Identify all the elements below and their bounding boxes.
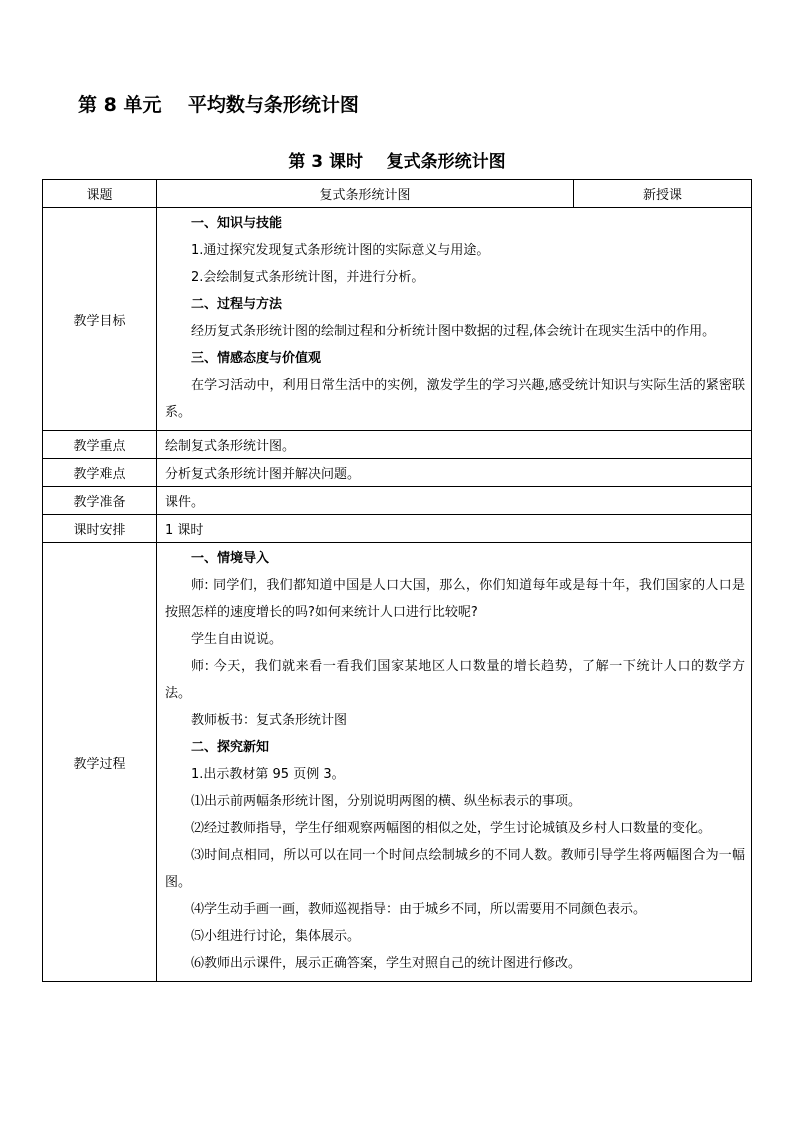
process-text: 教师板书：复式条形统计图 (191, 713, 348, 728)
process-content (157, 543, 752, 982)
difficulty-value: 分析复式条形统计图并解决问题。 (157, 459, 752, 487)
process-text: 师: 今天，我们就来看一看我们国家某地区人口数量的增长趋势，了解一下统计人口的数学方法。 (165, 659, 745, 701)
label-difficulty: 教学难点 (43, 459, 157, 487)
schedule-value: 1 课时 (157, 515, 752, 543)
label-process: 教学过程 (43, 543, 157, 982)
lesson-plan-table (42, 179, 752, 982)
goals-content (157, 208, 752, 431)
table-row-goals (43, 208, 752, 431)
unit-title: 第 8 单元 平均数与条形统计图 (78, 94, 359, 116)
table-row-schedule (43, 515, 752, 543)
key-point-value: 绘制复式条形统计图。 (157, 431, 752, 459)
table-row-preparation (43, 487, 752, 515)
goals-text: 1.通过探究发现复式条形统计图的实际意义与用途。 (191, 243, 490, 258)
process-text: ⑸小组进行讨论，集体展示。 (191, 929, 361, 944)
process-text: ⑵经过教师指导，学生仔细观察两幅图的相似之处，学生讨论城镇及乡村人口数量的变化。 (191, 821, 712, 836)
process-heading-2: 二、探究新知 (191, 740, 270, 755)
label-schedule: 课时安排 (43, 515, 157, 543)
process-text: 1.出示教材第 95 页例 3。 (191, 767, 345, 782)
process-text: ⑷学生动手画一画，教师巡视指导：由于城乡不同，所以需要用不同颜色表示。 (191, 902, 647, 917)
table-row-key-point (43, 431, 752, 459)
lesson-title: 第 3 课时 复式条形统计图 (288, 152, 506, 172)
label-goals: 教学目标 (43, 208, 157, 431)
table-row-topic (43, 180, 752, 208)
goals-heading-3: 三、情感态度与价值观 (191, 351, 322, 366)
process-text: ⑴出示前两幅条形统计图，分别说明两图的横、纵坐标表示的事项。 (191, 794, 582, 809)
goals-text: 在学习活动中，利用日常生活中的实例，激发学生的学习兴趣,感受统计知识与实际生活的紧密联系。 (165, 378, 745, 420)
process-text: ⑹教师出示课件，展示正确答案，学生对照自己的统计图进行修改。 (191, 956, 582, 971)
table-row-process (43, 543, 752, 982)
goals-heading-1: 一、知识与技能 (191, 216, 283, 231)
process-heading-1: 一、情境导入 (191, 551, 270, 566)
goals-text: 经历复式条形统计图的绘制过程和分析统计图中数据的过程,体会统计在现实生活中的作用。 (191, 324, 716, 339)
preparation-value: 课件。 (157, 487, 752, 515)
table-row-difficulty (43, 459, 752, 487)
topic-value: 复式条形统计图 (157, 180, 574, 208)
process-text: 师: 同学们，我们都知道中国是人口大国，那么，你们知道每年或是每十年，我们国家的人口是按照怎样的速度增长的吗?如何来统计人口进行比较呢? (165, 578, 745, 620)
process-text: ⑶时间点相同，所以可以在同一个时间点绘制城乡的不同人数。教师引导学生将两幅图合为一幅图。 (165, 848, 745, 890)
process-text: 学生自由说说。 (191, 632, 283, 647)
label-preparation: 教学准备 (43, 487, 157, 515)
goals-heading-2: 二、过程与方法 (191, 297, 283, 312)
lesson-type: 新授课 (574, 180, 752, 208)
goals-text: 2.会绘制复式条形统计图，并进行分析。 (191, 270, 425, 285)
label-topic: 课题 (43, 180, 157, 208)
label-key-point: 教学重点 (43, 431, 157, 459)
